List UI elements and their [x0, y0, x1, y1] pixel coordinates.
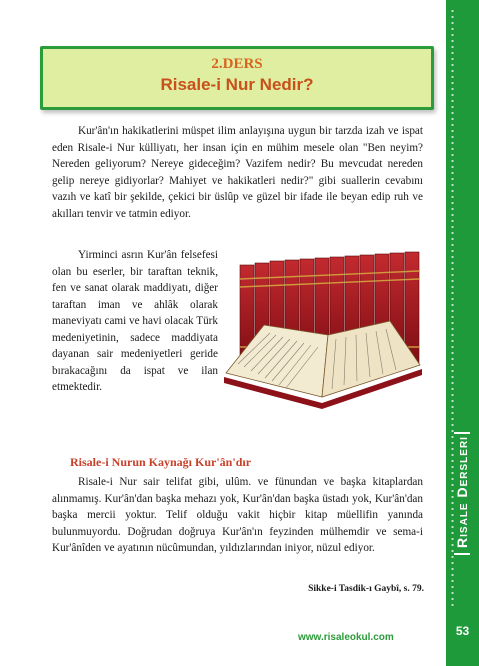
side-section-title: Risale Dersleri [454, 436, 470, 548]
side-rule-bottom [454, 553, 470, 555]
side-bar [446, 0, 479, 666]
page-number: 53 [455, 624, 470, 638]
philosophy-paragraph: Yirminci asrın Kur'ân felsefesi olan bu eserler, bir taraftan teknik, fen ve sanat olarak maddiyatı, diğer taraftan iman ve ahlâk olarak maneviyatı cami ve havi olacak Türk medeniyetinin, sadece maddiyata dayanan sair medeniyetleri geride bırakacağını da ispat ve ilan etmektedir. [52, 249, 218, 393]
source-paragraph: Risale-i Nur sair telifat gibi, ulûm. ve fünundan ve başka kitaplardan alınmamış. Kur'ân'dan başka mehazı yok, Kur'ân'dan başka üstadı yok, Kur'ân'dan başka mercii yoktur. Telif olduğu vakit hiçbir kitap müellifin yanında bulunmuyordu. Doğrudan doğruya Kur'ân'ın feyzinden mülhemdir ve sema-i Kur'ânîden ve ayatının nücûmundan, yıldızlarından iniyor, nüzul ediyor. [52, 476, 423, 554]
side-rule-top [454, 432, 470, 434]
intro-paragraph: Kur'ân'ın hakikatlerini müspet ilim anlayışına uygun bir tarzda izah ve ispat eden Risale-i Nur külliyatı, her insan için en mühim mesele olan "Ben neyim? Nereden geliyorum? Nereye gideceğim? Vazifem nedir? Bu mevcudat nereden gelip nereye gidiyorlar? Mahiyet ve hakikatleri nedir?" gibi suallerin cevabını vazıh ve katî bir şekilde, çekici bir üslûp ve güzel bir ifade ile beyan edip ruh ve akılları tenvir ve tatmin ediyor. [52, 125, 423, 220]
lesson-title: Risale-i Nur Nedir? [160, 75, 314, 94]
lesson-header [40, 46, 434, 110]
quran-books-illustration [224, 247, 424, 417]
website-link[interactable]: www.risaleokul.com [298, 632, 394, 643]
lesson-number: 2.DERS [211, 56, 263, 72]
citation: Sikke-i Tasdik-ı Gaybî, s. 79. [308, 584, 424, 594]
section-subheading: Risale-i Nurun Kaynağı Kur'ân'dır [70, 455, 252, 469]
